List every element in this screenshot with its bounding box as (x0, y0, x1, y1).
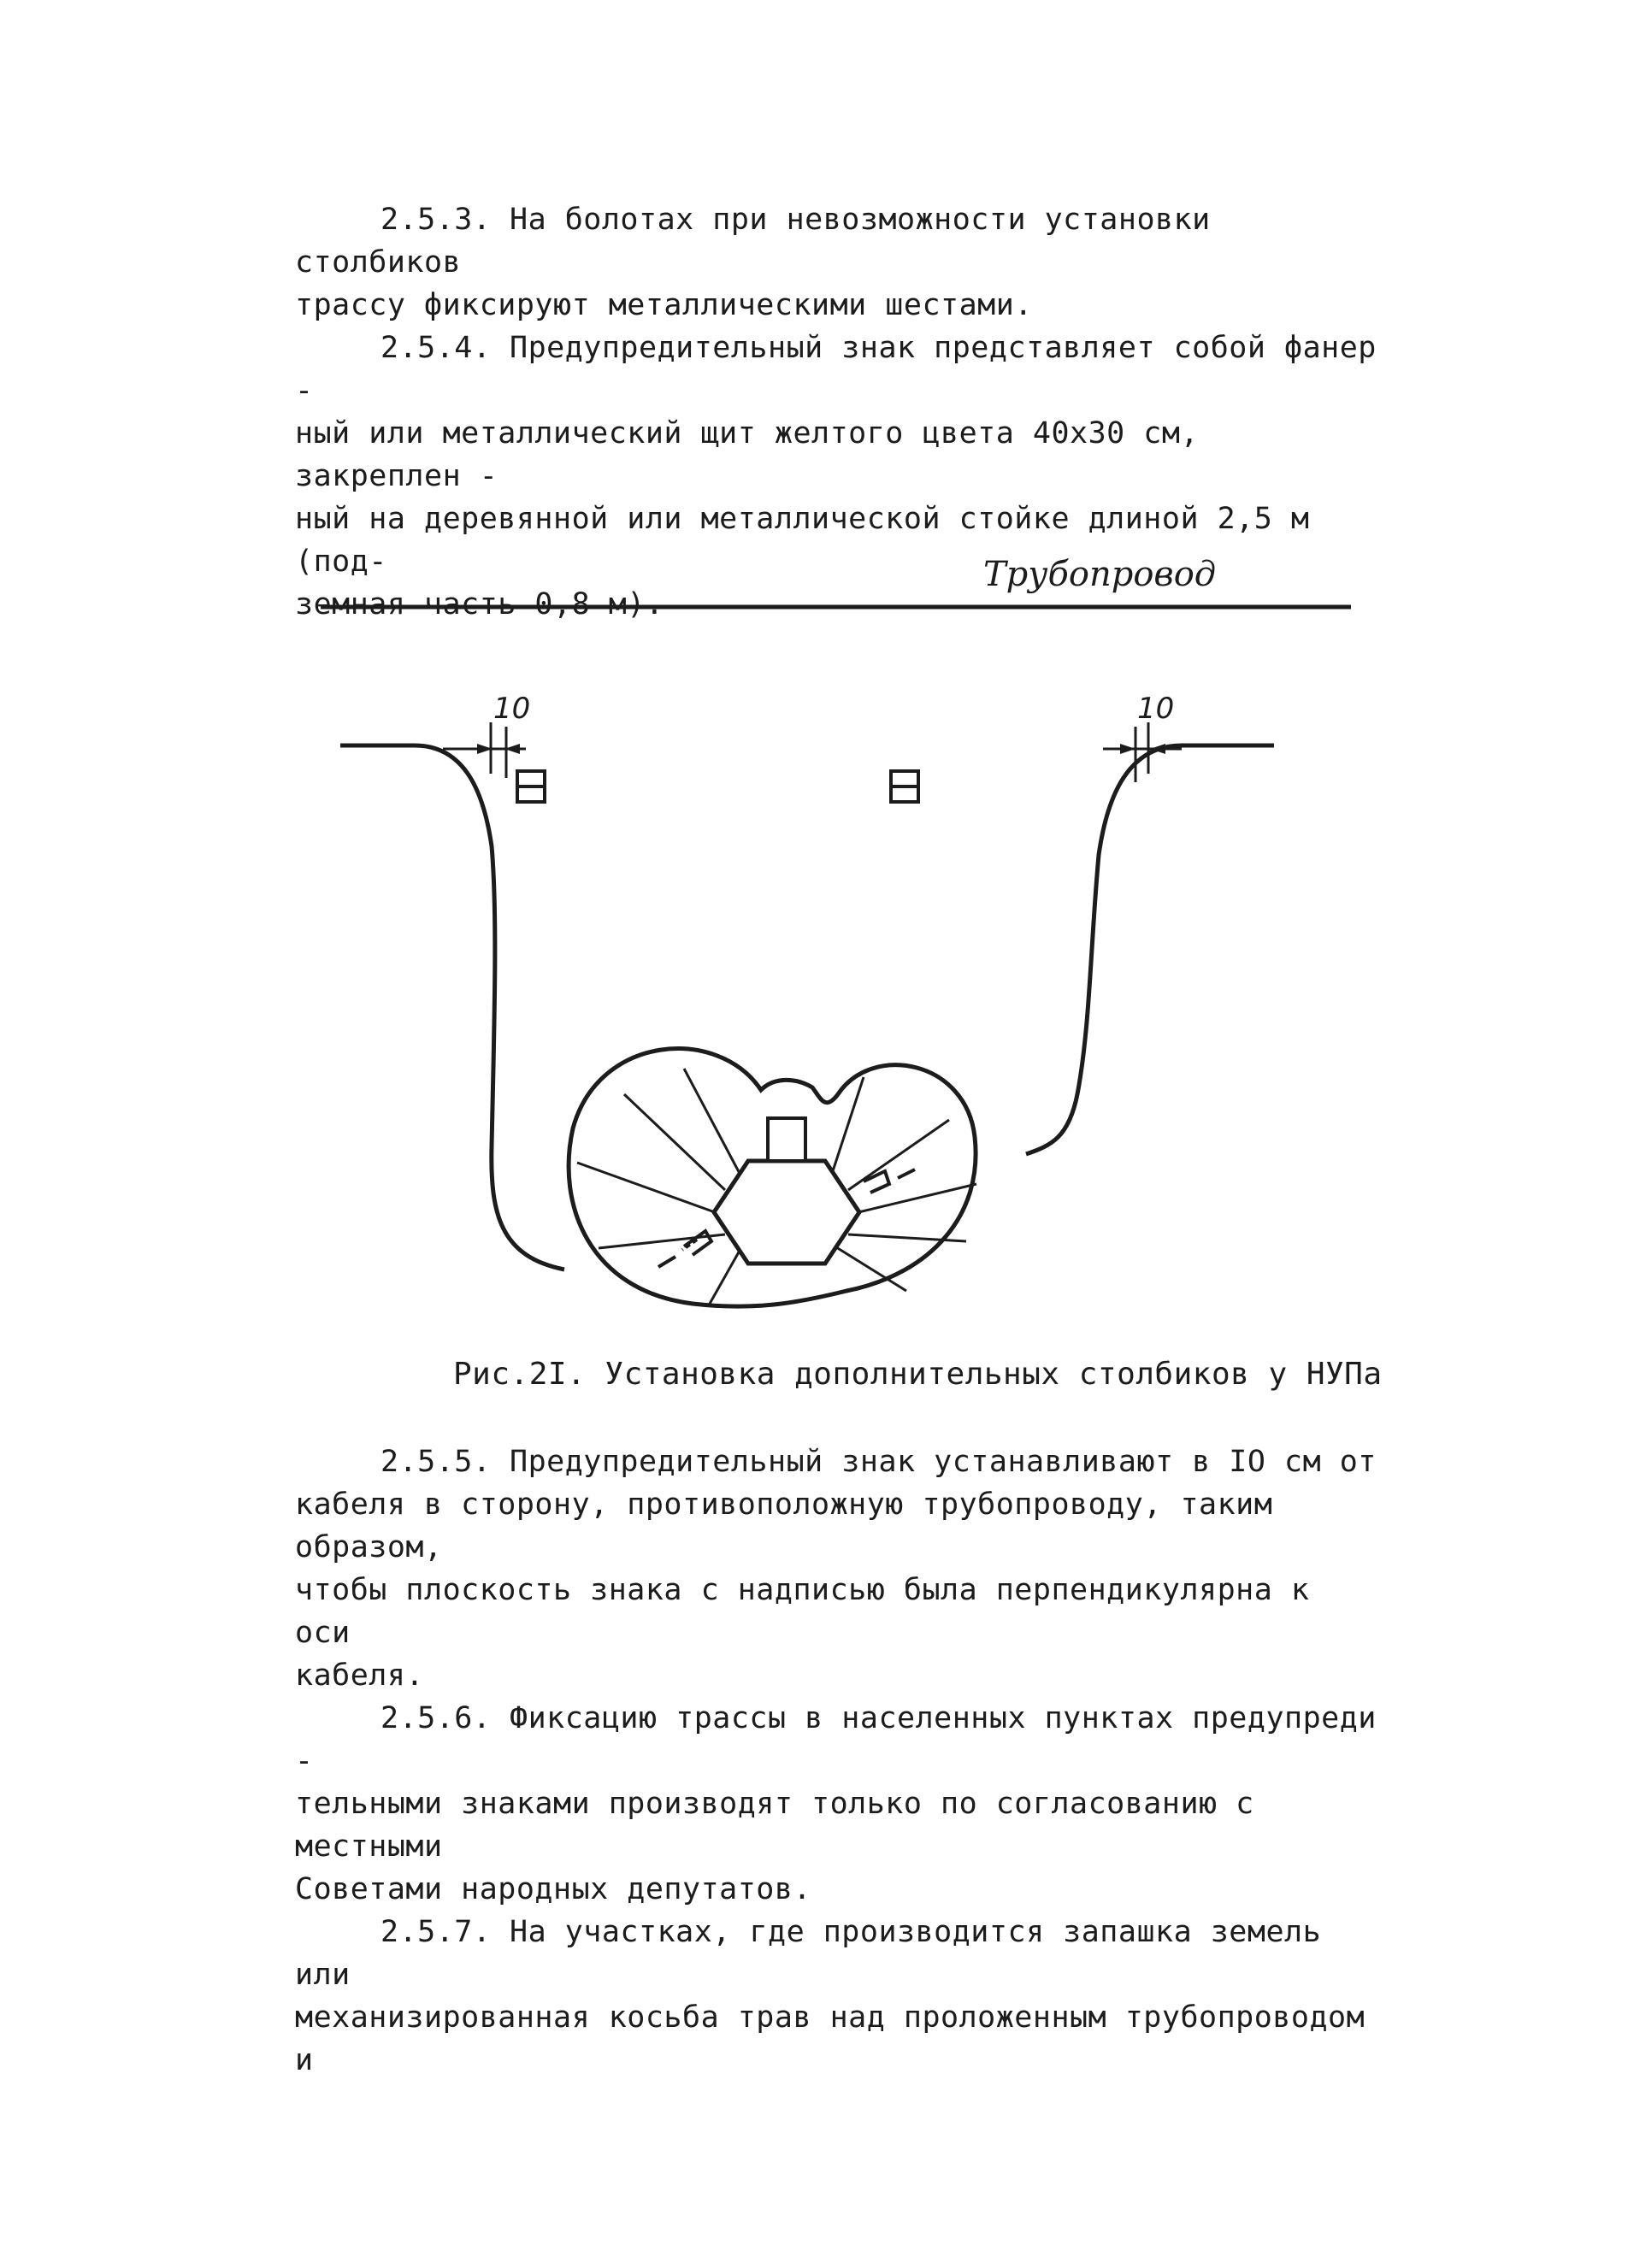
post-marker-right (891, 771, 918, 802)
paragraph-2-5-5: 2.5.5. Предупредительный знак устанавливают в IO см от кабеля в сторону, противоположную трубопроводу, таким образом, чтобы плоскость знака с надписью была перпендикулярна к оси кабеля. (295, 1445, 1377, 1693)
figure-21-diagram (316, 547, 1377, 1317)
dimension-left-label: 10 (493, 692, 531, 726)
dimension-right (1103, 692, 1182, 782)
dimension-left (443, 692, 530, 778)
nup-hexagon (714, 1161, 859, 1264)
paragraph-2-5-6: 2.5.6. Фиксацию трассы в населенных пунктах предупреди - тельными знаками производят только по согласованию с местными Советами народных депутатов. (295, 1701, 1377, 1906)
paragraph-2-5-7: 2.5.7. На участках, где производится запашка земель или механизированная косьба трав над проложенным трубопроводом и (295, 1915, 1366, 2077)
dimension-right-label: 10 (1137, 692, 1175, 726)
nup-top-connector (768, 1118, 805, 1161)
text-section-bottom (295, 1440, 1377, 2082)
figure-caption: Рис.2I. Установка дополнительных столбиков у НУПа (453, 1357, 1383, 1392)
paragraph-2-5-3: 2.5.3. На болотах при невозможности установки столбиков трассу фиксируют металлическими шестами. (295, 203, 1211, 322)
pipeline-label: Трубопровод (983, 555, 1217, 594)
paragraph-2-5-4: 2.5.4. Предупредительный знак представляет собой фанер - ный или металлический щит желтого цвета 40х30 см, закреплен - ный на деревянной или металлической стойке длиной 2,5 м (под- земная часть 0,8 м). (295, 331, 1377, 621)
post-marker-left (517, 771, 545, 802)
cable-right-branch (1026, 745, 1274, 1154)
diagram-svg (316, 547, 1377, 1317)
cable-left-branch (340, 745, 564, 1269)
